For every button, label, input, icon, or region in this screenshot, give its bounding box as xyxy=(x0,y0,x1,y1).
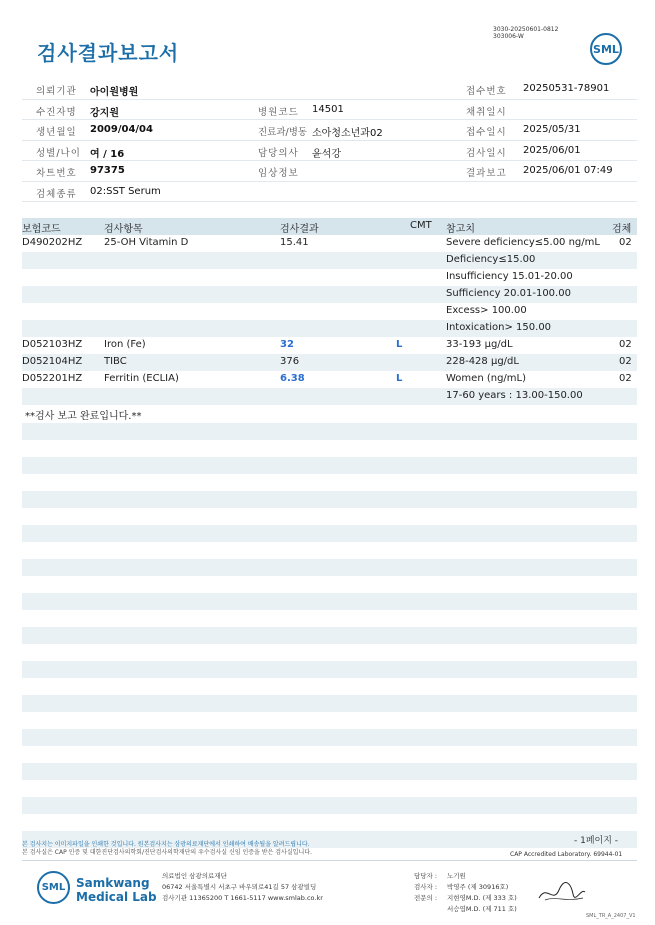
brand-name xyxy=(76,876,157,904)
col-header-item: 검사항목 xyxy=(104,224,143,235)
cell-item: Iron (Fe) xyxy=(104,339,146,350)
table-body xyxy=(22,235,637,422)
table-row xyxy=(22,388,637,405)
empty-row xyxy=(22,729,637,746)
cell-spec: 02 xyxy=(619,373,632,384)
dob-label: 생년월일 xyxy=(36,127,77,138)
staff-name: 박영주 (제 30916호) xyxy=(447,883,509,891)
sml-logo-icon: SML xyxy=(37,871,70,904)
specimen-value: 02:SST Serum xyxy=(90,185,161,197)
cell-spec: 02 xyxy=(619,356,632,367)
footnote-line2: 본 검사실은 CAP 인증 및 대한진단검사의학회/진단검사의학재단의 우수검사실 신임 인증을 받은 검사실입니다. xyxy=(22,849,312,856)
test-date-label: 검사일시 xyxy=(466,147,507,159)
clinical-label: 임상정보 xyxy=(258,168,299,179)
cell-item: 25-OH Vitamin D xyxy=(104,237,189,248)
empty-row xyxy=(22,457,637,474)
cell-flag: L xyxy=(396,373,403,384)
name-label: 수진자명 xyxy=(36,106,77,118)
patient-info xyxy=(22,79,637,202)
brand-line2: Medical Lab xyxy=(76,890,157,904)
test-date-value: 2025/06/01 xyxy=(523,144,581,156)
page-number: - 1페이지 - xyxy=(574,836,619,846)
footnote xyxy=(22,841,312,857)
table-row xyxy=(22,337,637,354)
hosp-code-label: 병원코드 xyxy=(258,106,299,118)
cell-flag: L xyxy=(396,339,403,350)
receipt-no-label: 접수번호 xyxy=(466,86,507,97)
cell-item: **검사 보고 완료입니다.** xyxy=(25,411,142,422)
dob-value: 2009/04/04 xyxy=(90,124,153,135)
cell-code: D052104HZ xyxy=(22,356,83,367)
staff-role: 전문의 : xyxy=(414,894,438,902)
name-value: 강지원 xyxy=(90,107,119,119)
req-org-label: 의뢰기관 xyxy=(36,86,77,97)
col-header-cmt: CMT xyxy=(410,220,432,231)
empty-row xyxy=(22,763,637,780)
info-row xyxy=(22,120,637,141)
table-row xyxy=(22,405,637,422)
info-row xyxy=(22,79,637,100)
cell-code: D490202HZ xyxy=(22,237,83,248)
document-id-line1: 3030-20250601-0812 xyxy=(493,26,559,33)
org-line2: 06742 서울특별시 서초구 바우뫼로41길 57 삼광빌딩 xyxy=(162,883,317,891)
staff-line xyxy=(414,893,517,904)
empty-row xyxy=(22,491,637,508)
empty-row xyxy=(22,797,637,814)
sml-logo-icon: SML xyxy=(590,33,622,65)
sex-age-value: 여 / 16 xyxy=(90,148,125,160)
info-row xyxy=(22,141,637,162)
col-header-ref: 참고치 xyxy=(446,224,475,235)
receipt-date-value: 2025/05/31 xyxy=(523,124,581,135)
col-header-result: 검사결과 xyxy=(280,224,319,235)
staff-role: 검사자 : xyxy=(414,883,438,891)
cell-ref: Deficiency≤15.00 xyxy=(446,254,536,265)
chart-no-label: 차트번호 xyxy=(36,168,77,179)
cell-ref: Women (ng/mL) xyxy=(446,373,526,384)
brand-line1: Samkwang xyxy=(76,876,150,890)
col-header-code: 보험코드 xyxy=(22,224,61,235)
cell-code: D052103HZ xyxy=(22,339,83,350)
staff-name: 지현영M.D. (제 333 호) xyxy=(447,894,517,902)
dept-value: 소아청소년과02 xyxy=(312,128,383,139)
empty-row xyxy=(22,695,637,712)
staff-name: 노기원 xyxy=(447,872,466,880)
empty-rows xyxy=(22,423,637,865)
org-info xyxy=(162,871,323,904)
cell-ref: Insufficiency 15.01-20.00 xyxy=(446,271,573,282)
cell-ref: Excess> 100.00 xyxy=(446,305,527,316)
report-title: 검사결과보고서 xyxy=(37,41,180,65)
table-row xyxy=(22,252,637,269)
collect-date-label: 채취일시 xyxy=(466,106,507,118)
staff-name: 서승엽M.D. (제 711 호) xyxy=(447,905,517,913)
col-header-spec: 검체 xyxy=(612,224,632,235)
results-table xyxy=(22,218,637,422)
org-line3: 검사기관 11365200 T 1661-5117 www.smlab.co.kr xyxy=(162,894,323,902)
staff-line xyxy=(414,871,517,882)
table-row xyxy=(22,303,637,320)
empty-row xyxy=(22,525,637,542)
cell-code: D052201HZ xyxy=(22,373,83,384)
report-label: 결과보고 xyxy=(466,168,507,179)
footer-divider xyxy=(22,860,637,861)
specimen-label: 검체종류 xyxy=(36,188,77,200)
cell-ref: Intoxication> 150.00 xyxy=(446,322,552,333)
cell-item: Ferritin (ECLIA) xyxy=(104,373,179,384)
cell-ref: Severe deficiency≤5.00 ng/mL xyxy=(446,237,600,248)
document-id-line2: 303006-W xyxy=(493,33,524,40)
signature-icon xyxy=(537,880,587,906)
empty-row xyxy=(22,593,637,610)
form-code: SML_TR_A_2407_V1 xyxy=(586,913,636,919)
chart-no-value: 97375 xyxy=(90,165,125,176)
document-id xyxy=(493,26,558,40)
cell-ref: Sufficiency 20.01-100.00 xyxy=(446,288,571,299)
sex-age-label: 성별/나이 xyxy=(36,147,81,159)
cell-result: 6.38 xyxy=(280,373,305,384)
table-row xyxy=(22,235,637,252)
table-row xyxy=(22,286,637,303)
staff-line xyxy=(414,904,517,915)
empty-row xyxy=(22,559,637,576)
report-value: 2025/06/01 07:49 xyxy=(523,165,613,176)
req-org-value: 아이원병원 xyxy=(90,87,139,98)
cell-result: 32 xyxy=(280,339,294,350)
cell-result: 376 xyxy=(280,356,300,367)
info-row xyxy=(22,161,637,182)
cell-result: 15.41 xyxy=(280,237,309,248)
org-line1: 의료법인 삼광의료재단 xyxy=(162,872,227,880)
empty-row xyxy=(22,423,637,440)
doctor-value: 윤석강 xyxy=(312,148,341,160)
empty-row xyxy=(22,627,637,644)
cell-ref: 33-193 μg/dL xyxy=(446,339,513,350)
cell-spec: 02 xyxy=(619,237,632,248)
empty-row xyxy=(22,661,637,678)
receipt-date-label: 접수일시 xyxy=(466,127,507,138)
table-header xyxy=(22,218,637,235)
cap-accreditation: CAP Accredited Laboratory. 69944-01 xyxy=(510,851,623,858)
doctor-label: 담당의사 xyxy=(258,147,299,159)
staff-info xyxy=(414,871,517,915)
staff-line xyxy=(414,882,517,893)
staff-role: 담당자 : xyxy=(414,872,438,880)
info-row xyxy=(22,182,637,203)
table-row xyxy=(22,354,637,371)
table-row xyxy=(22,320,637,337)
cell-ref: 17-60 years : 13.00-150.00 xyxy=(446,390,583,401)
hosp-code-value: 14501 xyxy=(312,103,344,115)
info-row xyxy=(22,100,637,121)
receipt-no-value: 20250531-78901 xyxy=(523,83,610,94)
cell-item: TIBC xyxy=(104,356,127,367)
dept-label: 진료과/병동 xyxy=(258,127,308,138)
table-row xyxy=(22,371,637,388)
cell-ref: 228-428 μg/dL xyxy=(446,356,519,367)
cell-spec: 02 xyxy=(619,339,632,350)
table-row xyxy=(22,269,637,286)
footnote-line1: 본 검사지는 이미지파일을 인쇄한 것입니다. 원본검사지는 삼광의료재단에서 인쇄하여 배송될을 알려드립니다. xyxy=(22,841,310,848)
